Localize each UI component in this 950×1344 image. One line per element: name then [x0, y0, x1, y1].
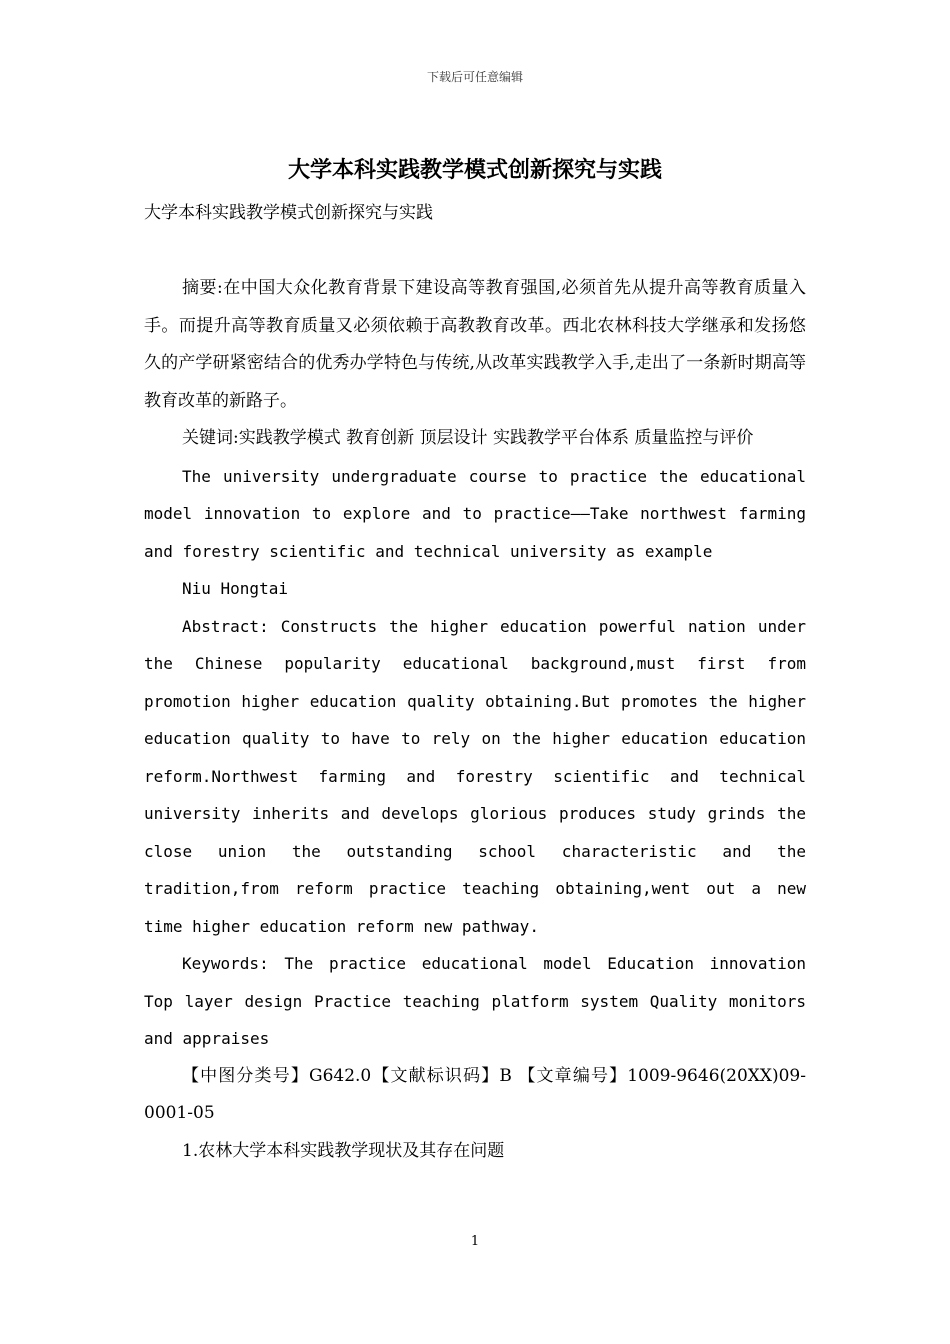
- author-name: Niu Hongtai: [182, 579, 288, 598]
- abstract-chinese: 摘要:在中国大众化教育背景下建设高等教育强国,必须首先从提升高等教育质量入手。而提升高等教育质量又必须依赖于高教教育改革。西北农林科技大学继承和发扬悠久的产学研紧密结合的优秀办学特色与传统,从改革实践教学入手,走出了一条新时期高等教育改革的新路子。: [144, 278, 806, 411]
- document-body: [144, 195, 806, 1170]
- document-subtitle: 大学本科实践教学模式创新探究与实践: [144, 203, 433, 223]
- page-title: 大学本科实践教学模式创新探究与实践: [287, 157, 662, 183]
- keywords-english: Keywords: The practice educational model Education innovation Top layer design Practice teaching platform system Quality monitors and appraises: [144, 954, 806, 1048]
- header-note: 下载后可任意编辑: [426, 70, 523, 84]
- section-heading: 1.农林大学本科实践教学现状及其存在问题: [182, 1140, 505, 1161]
- english-title: The university undergraduate course to practice the educational model innovation to explore and to practice——Take northwest farming and forestry scientific and technical university as example: [144, 466, 806, 561]
- page-number: 1: [470, 1234, 480, 1249]
- classification-line: 【中图分类号】G642.0【文献标识码】B 【文章编号】1009-9646(20XX)09-0001-05: [144, 1065, 806, 1123]
- blank-line: [144, 233, 806, 271]
- abstract-english: Abstract: Constructs the higher education powerful nation under the Chinese popularity educational background,must first from promotion higher education quality obtaining.But promotes the higher education quality to have to rely on the higher education education reform.Northwest farming and forestry scientific and technical university inherits and develops glorious produces study grinds the close union the outstanding school characteristic and the tradition,from reform practice teaching obtaining,went out a new time higher education reform new pathway.: [144, 616, 806, 936]
- keywords-chinese: 关键词:实践教学模式 教育创新 顶层设计 实践教学平台体系 质量监控与评价: [182, 428, 754, 448]
